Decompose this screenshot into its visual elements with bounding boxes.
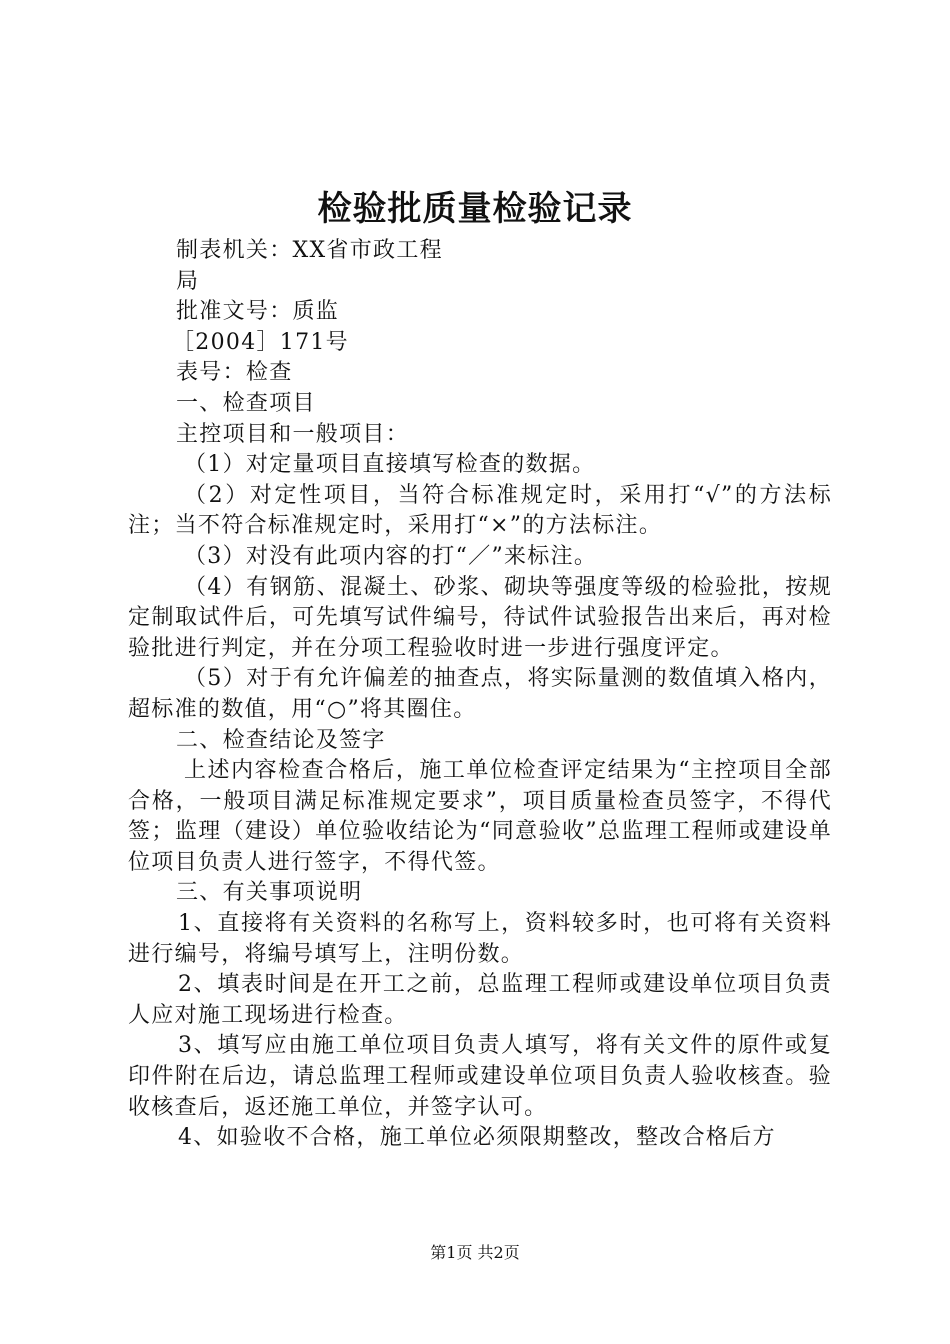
section-heading: 二、检查结论及签字 — [176, 727, 386, 753]
issuing-authority-line: 制表机关：XX省市政工程 — [176, 238, 443, 263]
section-heading: 一、检查项目 — [176, 390, 316, 416]
section-intro: 主控项目和一般项目： — [176, 421, 410, 447]
document-title: 检验批质量检验记录 — [317, 189, 633, 229]
list-item: （3）对没有此项内容的打“／”来标注。 — [184, 543, 598, 569]
form-number-line: 表号：检查 — [176, 360, 293, 386]
approval-number-line-cont: ［2004］171号 — [172, 329, 349, 355]
list-item: （5）对于有允许偏差的抽查点，将实际量测的数值填入格内，超标准的数值，用“○”将其圈住。 — [128, 666, 832, 722]
page-number-footer: 第1页 共2页 — [430, 1243, 520, 1262]
list-item: （2）对定性项目，当符合标准规定时，采用打“√”的方法标注；当不符合标准规定时，采用打“×”的方法标注。 — [128, 482, 832, 539]
document-body — [128, 236, 832, 1154]
section-heading: 三、有关事项说明 — [176, 880, 363, 906]
list-item: 4、如验收不合格，施工单位必须限期整改，整改合格后方 — [178, 1125, 776, 1151]
list-item: （4）有钢筋、混凝土、砂浆、砌块等强度等级的检验批，按规定制取试件后，可先填写试件编号，待试件试验报告出来后，再对检验批进行判定，并在分项工程验收时进一步进行强度评定。 — [128, 574, 832, 661]
list-item: 3、填写应由施工单位项目负责人填写，将有关文件的原件或复印件附在后边，请总监理工程师或建设单位项目负责人验收核查。验收核查后，返还施工单位，并签字认可。 — [128, 1033, 832, 1120]
list-item: 2、填表时间是在开工之前，总监理工程师或建设单位项目负责人应对施工现场进行检查。 — [128, 972, 832, 1028]
section-paragraph: 上述内容检查合格后，施工单位检查评定结果为“主控项目全部合格，一般项目满足标准规定要求”，项目质量检查员签字，不得代签；监理（建设）单位验收结论为“同意验收”总监理工程师或建设单位项目负责人进行签字，不得代签。 — [128, 758, 832, 875]
approval-number-line: 批准文号：质监 — [176, 299, 340, 325]
list-item: （1）对定量项目直接填写检查的数据。 — [184, 452, 596, 478]
issuing-authority-line-cont: 局 — [176, 268, 200, 294]
list-item: 1、直接将有关资料的名称写上，资料较多时，也可将有关资料进行编号，将编号填写上，注明份数。 — [128, 911, 832, 967]
